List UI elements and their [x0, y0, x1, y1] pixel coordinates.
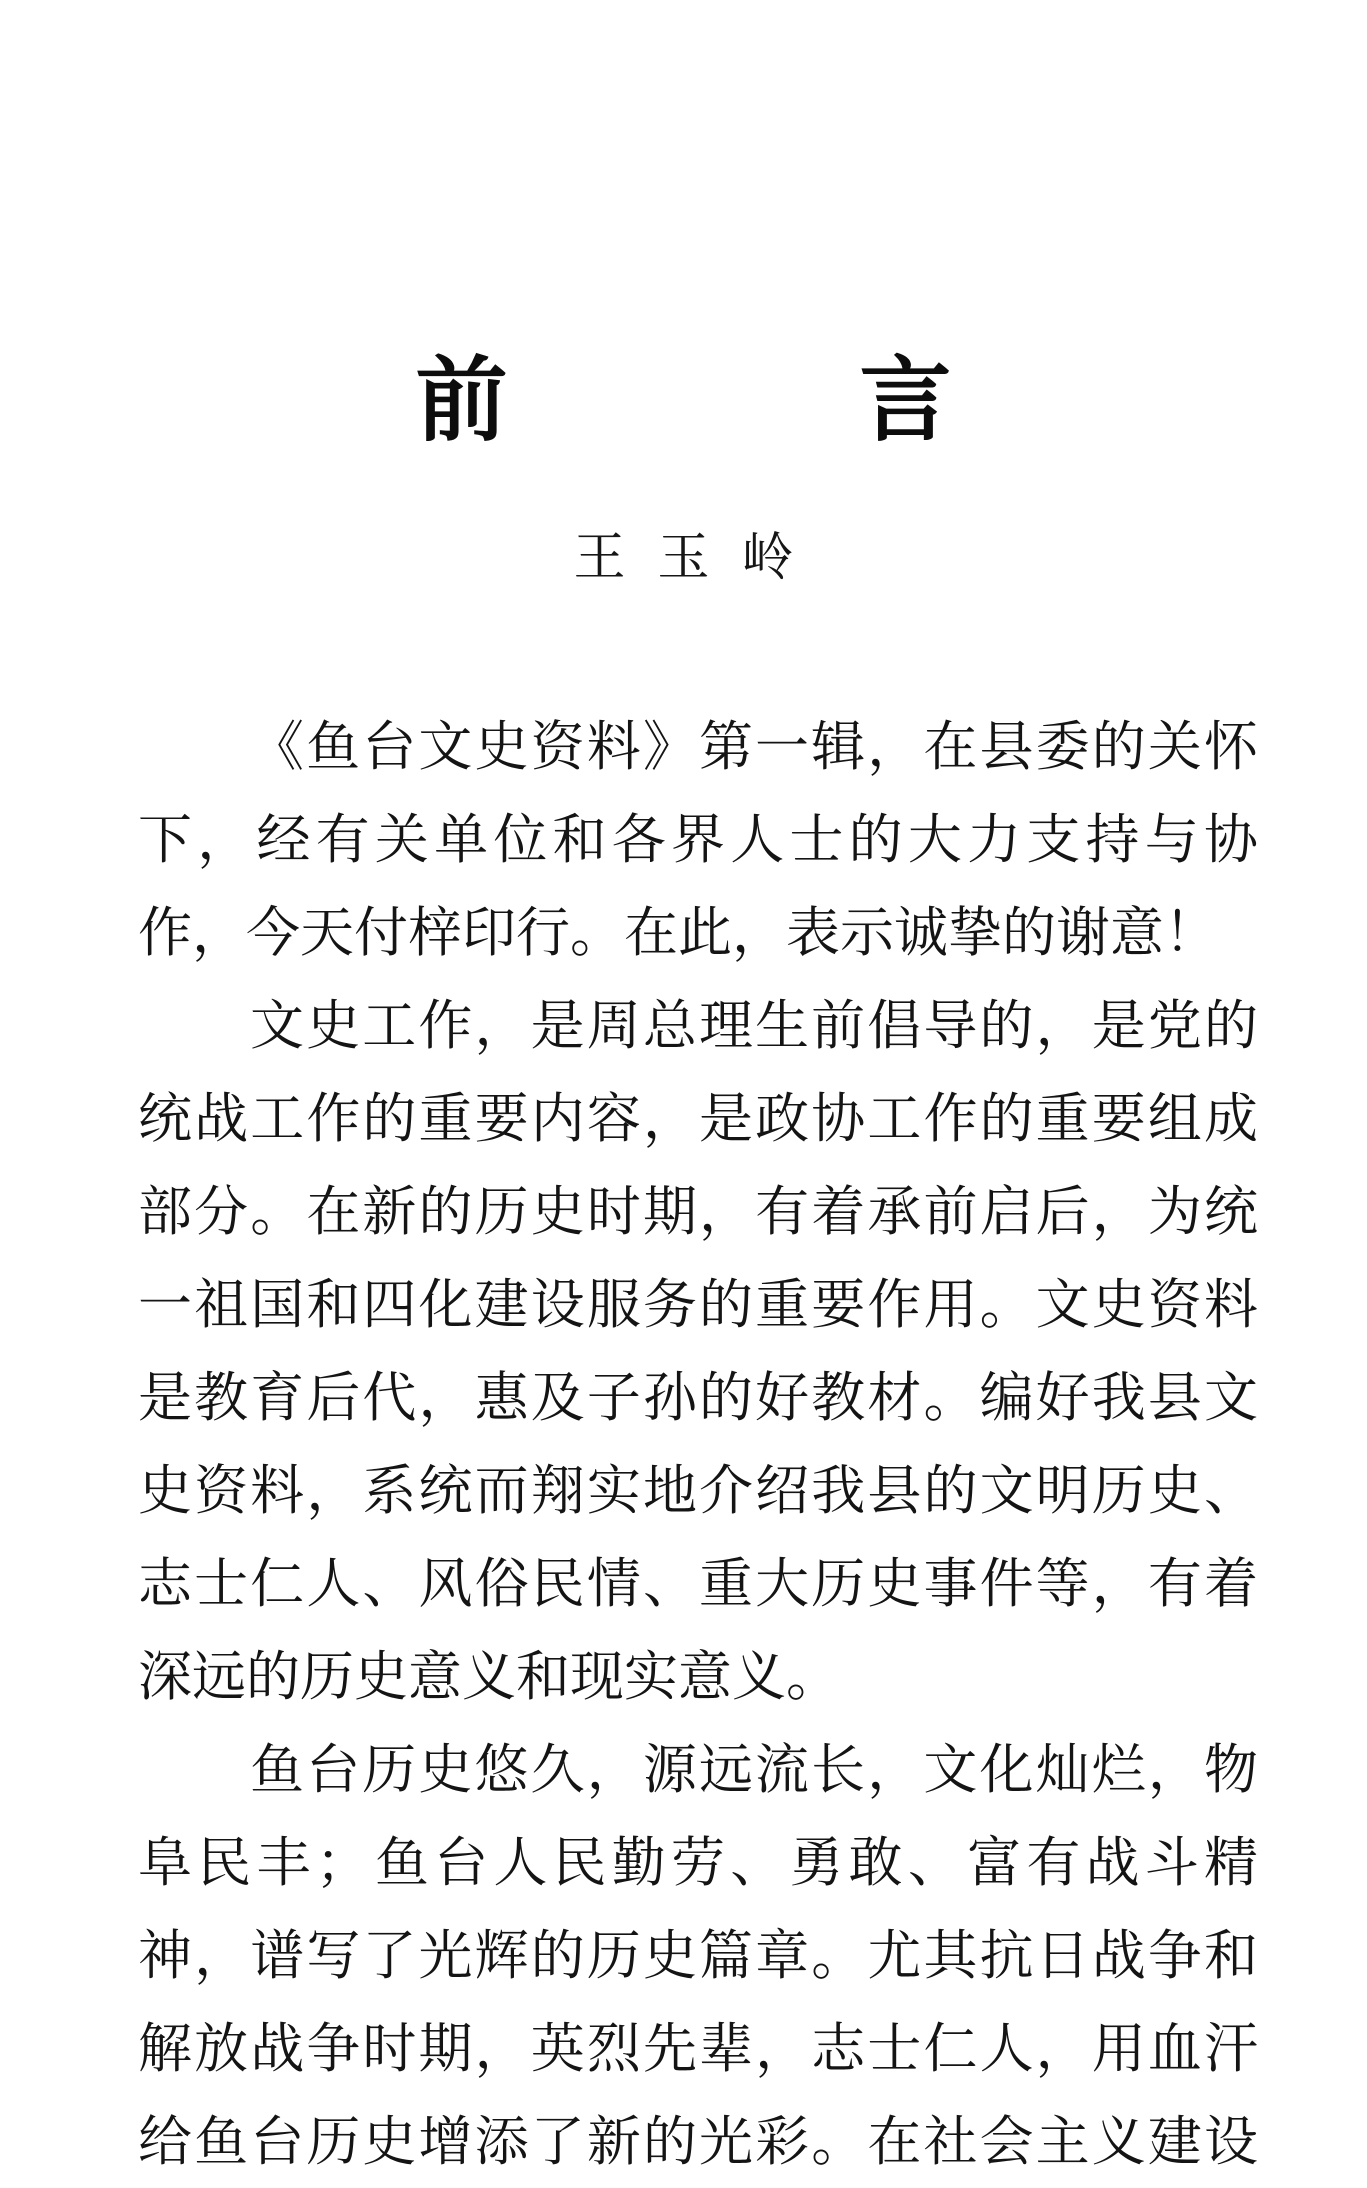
text-line: 部分。在新的历史时期，有着承前启后，为统 — [138, 1180, 1258, 1243]
text-line: 《鱼台文史资料》第一辑，在县委的关怀 — [250, 715, 1258, 778]
text-line: 鱼台历史悠久，源远流长，文化灿烂，物 — [250, 1738, 1258, 1801]
page-title: 前 言 — [415, 346, 1112, 454]
text-line: 解放战争时期，英烈先辈，志士仁人，用血汗 — [138, 2017, 1258, 2080]
text-line: 给鱼台历史增添了新的光彩。在社会主义建设 — [138, 2110, 1258, 2173]
text-line: 下，经有关单位和各界人士的大力支持与协 — [138, 808, 1258, 871]
author-name: 王玉岭 — [573, 528, 826, 588]
text-line: 文史工作，是周总理生前倡导的，是党的 — [250, 994, 1258, 1057]
text-line: 一祖国和四化建设服务的重要作用。文史资料 — [138, 1273, 1258, 1336]
text-line: 志士仁人、风俗民情、重大历史事件等，有着 — [138, 1552, 1258, 1615]
text-line: 深远的历史意义和现实意义。 — [138, 1645, 840, 1708]
text-line: 神，谱写了光辉的历史篇章。尤其抗日战争和 — [138, 1924, 1258, 1987]
text-line: 作，今天付梓印行。在此，表示诚挚的谢意！ — [138, 901, 1218, 964]
preface-body — [138, 700, 1258, 2188]
text-line: 史资料，系统而翔实地介绍我县的文明历史、 — [138, 1459, 1258, 1522]
text-line: 阜民丰；鱼台人民勤劳、勇敢、富有战斗精 — [138, 1831, 1258, 1894]
text-line: 统战工作的重要内容，是政协工作的重要组成 — [138, 1087, 1258, 1150]
text-line: 是教育后代，惠及子孙的好教材。编好我县文 — [138, 1366, 1258, 1429]
